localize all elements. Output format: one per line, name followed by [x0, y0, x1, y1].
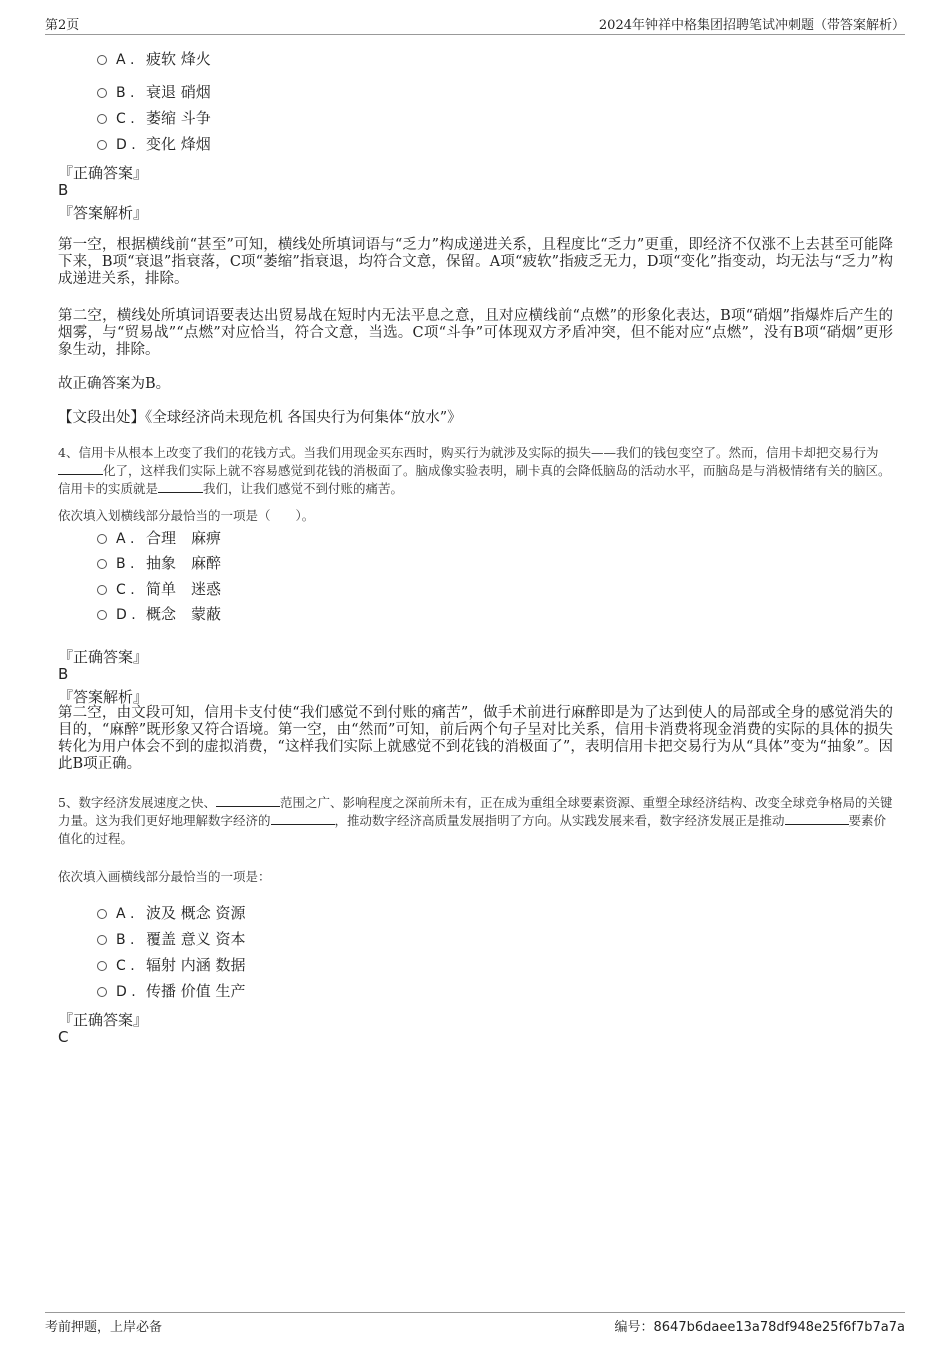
q3-option-b[interactable]: B . 衰退 硝烟 — [97, 82, 211, 103]
q3-source: 【文段出处】《全球经济尚未现危机 各国央行为何集体“放水”》 — [58, 410, 462, 426]
q3-option-a[interactable]: A . 疲软 烽火 — [97, 49, 211, 70]
q4-stem: 4、信用卡从根本上改变了我们的花钱方式。当我们用现金买东西时，购买行为就涉及实际的损失——我们的钱包变空了。然而，信用卡却把交易行为化了，这样我们实际上就不容易感觉到花钱的消极面了。脑成像实验表明，刷卡真的会降低脑岛的活动水平，而脑岛是与消极情绪有关的脑区。信用卡的实质就是 我们，让我们感觉不到付账的痛苦。 — [58, 445, 891, 496]
radio-icon[interactable] — [97, 114, 107, 124]
radio-icon[interactable] — [97, 140, 107, 150]
document-id: 编号：8647b6daee13a78df948e25f6f7b7a7a — [614, 1320, 905, 1335]
q3-option-c[interactable]: C . 萎缩 斗争 — [97, 108, 211, 129]
q3-analysis-p1: 第一空，根据横线前“甚至”可知，横线处所填词语与“乏力”构成递进关系，且程度比“乏力”更重，即经济不仅涨不上去甚至可能降下来，B项“衰退”指衰落，C项“萎缩”指衰退，均符合文意，保留。A项“疲软”指疲乏无力，D项“变化”指变动，均无法与“乏力”构成递进关系，排除。 — [58, 237, 893, 287]
q3-option-d[interactable]: D . 变化 烽烟 — [97, 134, 211, 155]
q3-analysis-p2: 第二空，横线处所填词语要表达出贸易战在短时内无法平息之意，且对应横线前“点燃”的形象化表达，B项“硝烟”指爆炸后产生的烟雾，与“贸易战”“点燃”对应恰当，符合文意，当选。C项“斗争”可体现双方矛盾冲突，但不能对应“点燃”，没有B项“硝烟”更形象生动，排除。 — [58, 308, 893, 358]
radio-icon[interactable] — [97, 961, 107, 971]
q5-option-d[interactable]: D . 传播 价值 生产 — [97, 981, 246, 1002]
radio-icon[interactable] — [97, 534, 107, 544]
q3-answer-heading: 『正确答案』 — [58, 164, 149, 182]
q3-analysis-p3: 故正确答案为B。 — [58, 376, 171, 392]
q4-option-c[interactable]: C . 简单 迷惑 — [97, 579, 221, 600]
radio-icon[interactable] — [97, 909, 107, 919]
blank-line — [58, 474, 103, 475]
radio-icon[interactable] — [97, 935, 107, 945]
radio-icon[interactable] — [97, 88, 107, 98]
q3-analysis-heading: 『答案解析』 — [58, 204, 149, 222]
q5-option-c[interactable]: C . 辐射 内涵 数据 — [97, 955, 246, 976]
q5-answer-heading: 『正确答案』 — [58, 1011, 149, 1029]
footer-slogan: 考前押题，上岸必备 — [45, 1320, 163, 1335]
q4-option-d[interactable]: D . 概念 蒙蔽 — [97, 604, 221, 625]
page-footer — [45, 1312, 905, 1337]
q3-answer: B — [58, 181, 69, 199]
document-title: 2024年钟祥中格集团招聘笔试冲刺题（带答案解析） — [598, 18, 905, 33]
q4-option-b[interactable]: B . 抽象 麻醉 — [97, 553, 221, 574]
q5-option-a[interactable]: A . 波及 概念 资源 — [97, 903, 246, 924]
page-header — [45, 12, 905, 35]
radio-icon[interactable] — [97, 559, 107, 569]
q4-analysis: 第二空，由文段可知，信用卡支付使“我们感觉不到付账的痛苦”，做手术前进行麻醉即是为了达到使人的局部或全身的感觉消失的目的，“麻醉”既形象又符合语境。第一空，由“然而”可知，前后两个句子呈对比关系，信用卡消费将现金消费的实际的具体的损失转化为用户体会不到的虚拟消费，“这样我们实际上就感觉不到花钱的消极面了”，表明信用卡把交易行为从“具体”变为“抽象”。因此B项正确。 — [58, 705, 893, 772]
q4-answer-heading: 『正确答案』 — [58, 648, 149, 666]
radio-icon[interactable] — [97, 610, 107, 620]
blank-line — [158, 492, 203, 493]
radio-icon[interactable] — [97, 585, 107, 595]
q5-stem: 5、数字经济发展速度之快、 范围之广、影响程度之深前所未有，正在成为重组全球要素资源、重塑全球经济结构、改变全球竞争格局的关键力量。这为我们更好地理解数字经济的 ，推动数字经济高质量发展指明了方向。从实践发展来看，数字经济发展正是推动 要素价值化的过程。 — [58, 795, 893, 846]
page-number: 第2页 — [45, 18, 80, 33]
q4-ask: 依次填入划横线部分最恰当的一项是（ ）。 — [58, 508, 315, 523]
radio-icon[interactable] — [97, 987, 107, 997]
q4-analysis-heading: 『答案解析』 — [58, 688, 149, 706]
q4-answer: B — [58, 665, 69, 683]
blank-line — [271, 824, 335, 825]
q5-ask: 依次填入画横线部分最恰当的一项是： — [58, 869, 271, 884]
q4-option-a[interactable]: A . 合理 麻痹 — [97, 528, 221, 549]
blank-line — [785, 824, 849, 825]
q5-option-b[interactable]: B . 覆盖 意义 资本 — [97, 929, 246, 950]
radio-icon[interactable] — [97, 55, 107, 65]
blank-line — [216, 806, 280, 807]
q5-answer: C — [58, 1028, 69, 1046]
